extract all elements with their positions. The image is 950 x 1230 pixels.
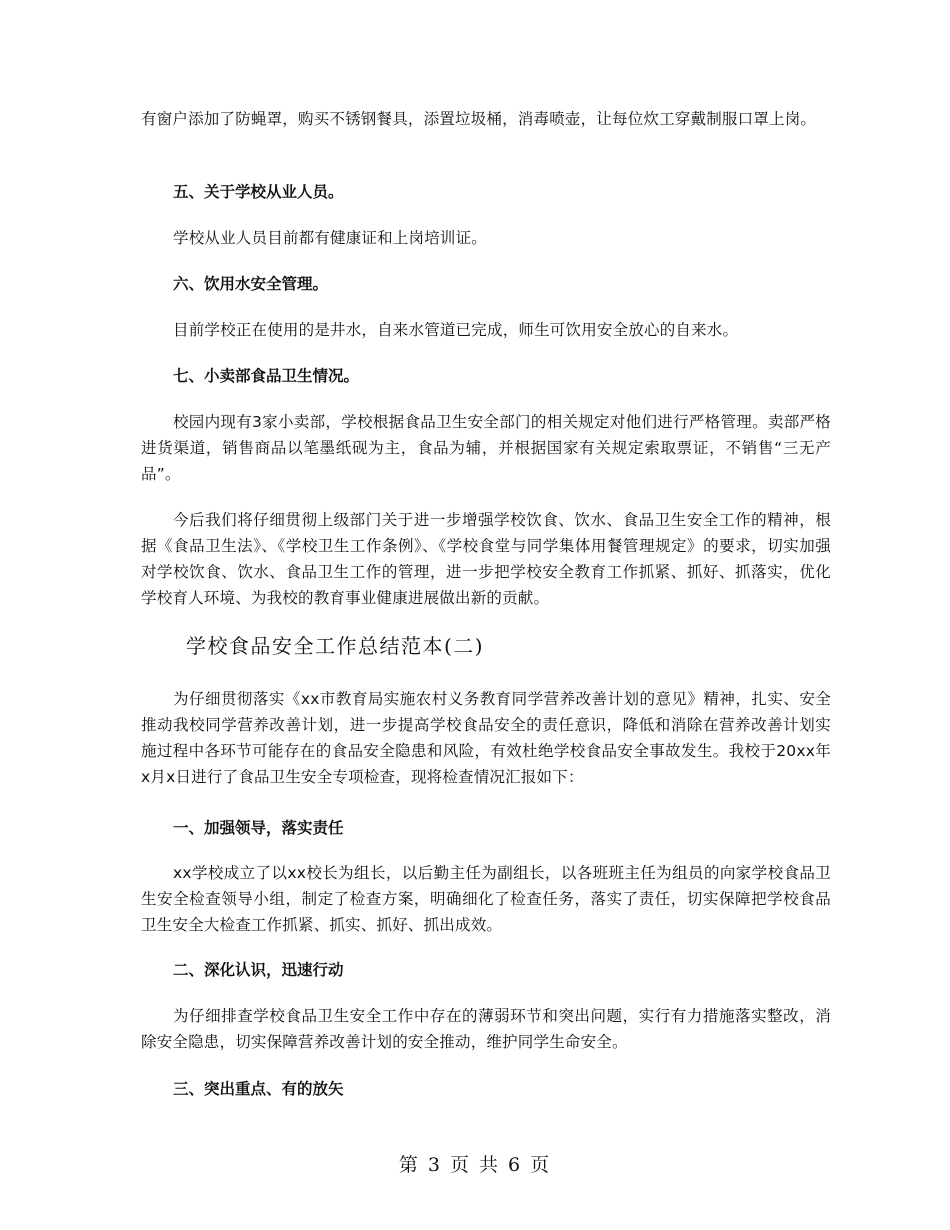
paragraph-leadership: xx学校成立了以xx校长为组长，以后勤主任为副组长，以各班班主任为组员的向家学校食品卫生安全检查领导小组，制定了检查方案，明确细化了检查任务，落实了责任，切实保障把学校食品卫生安全大检查工作抓紧、抓实、抓好、抓出成效。 [141,864,831,934]
paragraph-conclusion: 今后我们将仔细贯彻上级部门关于进一步增强学校饮食、饮水、食品卫生安全工作的精神，根据《食品卫生法》、《学校卫生工作条例》、《学校食堂与同学集体用餐管理规定》的要求，切实加强对学校饮食、饮水、食品卫生工作的管理，进一步把学校安全教育工作抓紧、抓好、抓落实，优化学校育人环境、为我校的教育事业健康进展做出新的贡献。 [141,511,831,607]
subheading-leadership: 一、加强领导，落实责任 [173,819,344,837]
subheading-focus: 三、突出重点、有的放矢 [173,1080,344,1098]
subheading-action: 二、深化认识，迅速行动 [173,961,344,979]
paragraph-water: 目前学校正在使用的是井水，自来水管道已完成，师生可饮用安全放心的自来水。 [173,321,739,339]
section-heading-5: 五、关于学校从业人员。 [173,183,344,201]
page-number-footer: 第 3 页 共 6 页 [398,1154,552,1176]
section-heading-7: 七、小卖部食品卫生情况。 [173,367,360,385]
paragraph-continued: 有窗户添加了防蝇罩，购买不锈钢餐具，添置垃圾桶，消毒喷壶，让每位炊工穿戴制服口罩上岗。 [141,110,817,128]
section-heading-6: 六、饮用水安全管理。 [173,275,329,293]
paragraph-shop: 校园内现有3家小卖部，学校根据食品卫生安全部门的相关规定对他们进行严格管理。卖部严格进货渠道，销售商品以笔墨纸砚为主，食品为辅，并根据国家有关规定索取票证，不销售“三无产品”。 [141,413,831,483]
paragraph-staff: 学校从业人员目前都有健康证和上岗培训证。 [173,229,488,247]
section-title: 学校食品安全工作总结范本(二) [186,634,485,658]
paragraph-intro: 为仔细贯彻落实《xx市教育局实施农村义务教育同学营养改善计划的意见》精神，扎实、安全推动我校同学营养改善计划，进一步提高学校食品安全的责任意识，降低和消除在营养改善计划实施过程中各环节可能存在的食品安全隐患和风险，有效杜绝学校食品安全事故发生。我校于20xx年x月x日进行了食品卫生安全专项检查，现将检查情况汇报如下： [141,690,831,786]
paragraph-action: 为仔细排查学校食品卫生安全工作中存在的薄弱环节和突出问题，实行有力措施落实整改，消除安全隐患，切实保障营养改善计划的安全推动，维护同学生命安全。 [141,1007,831,1051]
